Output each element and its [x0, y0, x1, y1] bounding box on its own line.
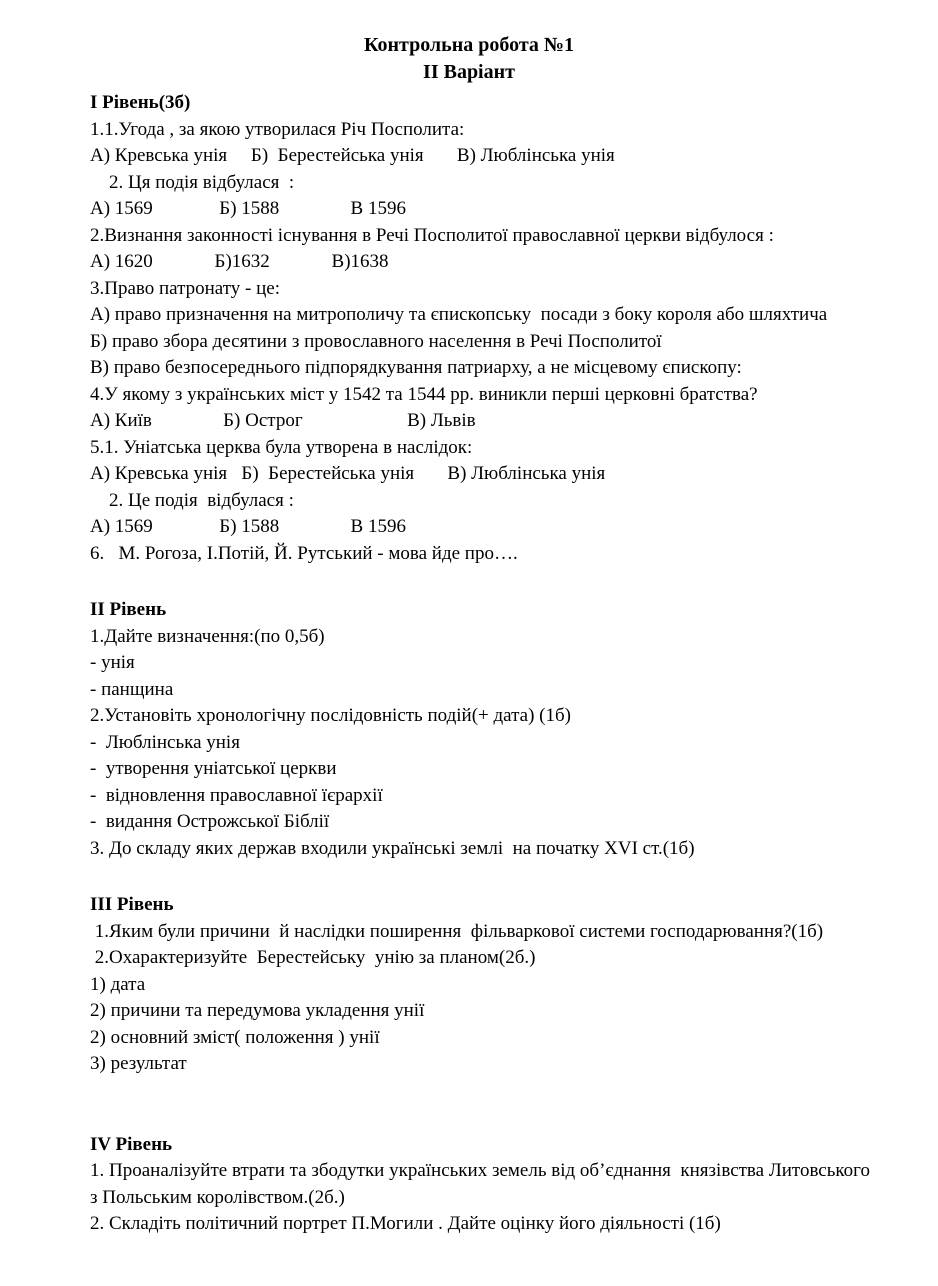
text-line: А) Кревська унія Б) Берестейська унія В) Люблінська унія	[90, 145, 615, 166]
text-line: 2) причини та передумова укладення унії	[90, 1000, 425, 1021]
text-line: - унія	[90, 652, 135, 673]
text-line: А) 1569 Б) 1588 В 1596	[90, 198, 406, 219]
section-heading: ІІ Рівень	[90, 599, 167, 620]
text-line: А) право призначення на митрополичу та єпископську посади з боку короля або шляхтича	[90, 304, 828, 325]
text-line: - панщина	[90, 678, 174, 700]
text-line: 2) основний зміст( положення ) унії	[90, 1026, 380, 1048]
text-line: 4.У якому з українських міст у 1542 та 1544 рр. виникли перші церковні братства?	[90, 383, 758, 405]
text-line: з Польським королівством.(2б.)	[90, 1186, 345, 1208]
text-line: 2.Визнання законності існування в Речі Посполитої православної церкви відбулося :	[90, 224, 774, 246]
text-line: 1.Дайте визначення:(по 0,5б)	[90, 625, 325, 647]
text-line: В) право безпосереднього підпорядкування патриарху, а не місцевому єпископу:	[90, 357, 742, 378]
text-line: 3. До складу яких держав входили українські землі на початку XVI ст.(1б)	[90, 837, 695, 859]
text-line: 2. Це подія відбулася :	[90, 489, 294, 511]
text-line: Б) право збора десятини з провославного населення в Речі Посполитої	[90, 330, 662, 352]
text-line: А) 1569 Б) 1588 В 1596	[90, 516, 406, 537]
section-heading: ІV Рівень	[90, 1133, 173, 1155]
section-heading: ІІІ Рівень	[90, 894, 174, 915]
text-line: А) 1620 Б)1632 В)1638	[90, 251, 389, 272]
text-line: 3) результат	[90, 1053, 187, 1074]
text-line: 1.1.Угода , за якою утворилася Річ Посполита:	[90, 118, 465, 140]
document-section	[90, 597, 924, 862]
text-line: А) Київ Б) Острог В) Львів	[90, 410, 476, 431]
document-section	[90, 90, 924, 567]
text-line: - відновлення православної їєрархії	[90, 784, 383, 806]
text-line: 5.1. Уніатська церква була утворена в наслідок:	[90, 436, 473, 458]
text-line: 1.Яким були причини й наслідки поширення фільваркової системи господарювання?(1б)	[90, 920, 824, 942]
document-subtitle: ІІ Варіант	[423, 61, 515, 83]
text-line: - Люблінська унія	[90, 731, 240, 753]
text-line: 2. Складіть політичний портрет П.Могили . Дайте оцінку його діяльності (1б)	[90, 1213, 721, 1234]
text-line: А) Кревська унія Б) Берестейська унія В) Люблінська унія	[90, 463, 606, 484]
text-line: 6. М. Рогоза, І.Потій, Й. Рутський - мова йде про….	[90, 542, 518, 564]
text-line: 2.Охарактеризуйте Берестейську унію за планом(2б.)	[90, 947, 536, 968]
text-line: 1. Проаналізуйте втрати та збодутки українських земель від об’єднання князівства Литовського	[90, 1160, 870, 1181]
document-body	[0, 86, 938, 1286]
text-line: 2. Ця подія відбулася :	[90, 171, 295, 193]
document-section	[90, 892, 924, 1078]
text-line: 3.Право патронату - це:	[90, 277, 281, 299]
text-line: 1) дата	[90, 973, 146, 995]
document-section	[90, 1132, 924, 1238]
text-line: - видання Острожської Біблії	[90, 811, 330, 832]
section-heading: І Рівень(3б)	[90, 92, 191, 113]
text-line: 2.Установіть хронологічну послідовність подій(+ дата) (1б)	[90, 705, 571, 726]
document-title: Контрольна робота №1	[363, 34, 575, 56]
text-line: - утворення уніатської церкви	[90, 758, 337, 779]
